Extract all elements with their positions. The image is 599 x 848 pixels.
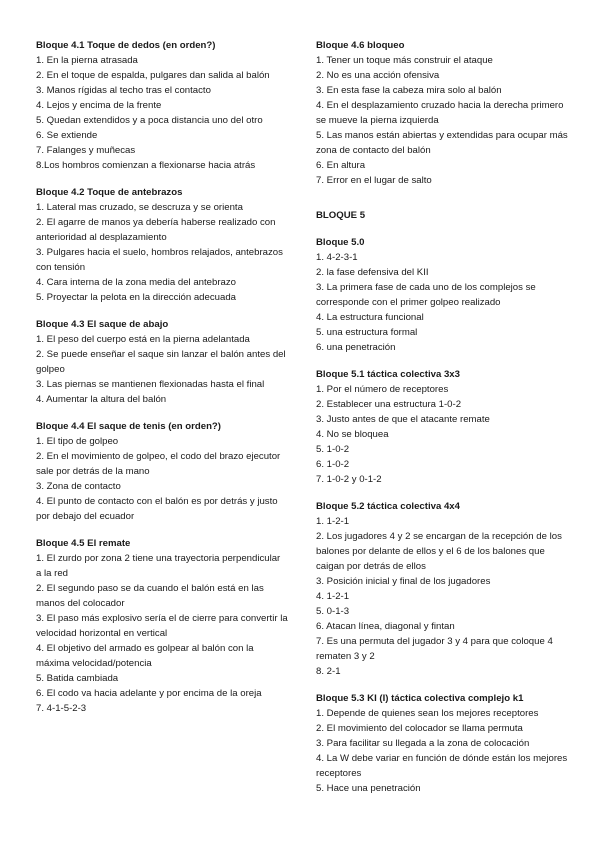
list-item: 3. El paso más explosivo sería el de cierre para convertir la velocidad horizontal en vertical <box>36 613 288 639</box>
list-item: 1. Lateral mas cruzado, se descruza y se orienta <box>36 202 243 213</box>
list-item: 7. 4-1-5-2-3 <box>36 703 87 714</box>
list-item: 6. En altura <box>316 160 366 171</box>
block-heading: Bloque 5.1 táctica colectiva 3x3 <box>316 369 460 380</box>
block-heading: Bloque 5.0 <box>316 237 365 248</box>
list-item: 2. En el movimiento de golpeo, el codo del brazo ejecutor sale por detrás de la mano <box>36 451 281 477</box>
list-item: 1. El peso del cuerpo está en la pierna adelantada <box>36 334 250 345</box>
block-4-3 <box>36 317 288 407</box>
block-heading: Bloque 4.5 El remate <box>36 538 131 549</box>
list-item: 2. Los jugadores 4 y 2 se encargan de la recepción de los balones por delante de ellos y el 6 de los balones que caigan por detrás de ellos <box>316 531 562 572</box>
list-item: 3. Justo antes de que el atacante remate <box>316 414 490 425</box>
list-item: 5. Hace una penetración <box>316 783 421 794</box>
list-item: 4. La estructura funcional <box>316 312 424 323</box>
list-item: 2. la fase defensiva del KII <box>316 267 429 278</box>
block-5-1 <box>316 367 568 487</box>
list-item: 3. Manos rígidas al techo tras el contacto <box>36 85 211 96</box>
list-item: 2. Se puede enseñar el saque sin lanzar el balón antes del golpeo <box>36 349 286 375</box>
list-item: 1. 1-2-1 <box>316 516 350 527</box>
list-item: 4. No se bloquea <box>316 429 389 440</box>
list-item: 3. En esta fase la cabeza mira solo al balón <box>316 85 502 96</box>
block-4-5 <box>36 536 288 716</box>
list-item: 2. No es una acción ofensiva <box>316 70 440 81</box>
right-column <box>316 38 568 808</box>
block-5-0 <box>316 235 568 355</box>
list-item: 8.Los hombros comienzan a flexionarse hacia atrás <box>36 160 256 171</box>
list-item: 4. En el desplazamiento cruzado hacia la derecha primero se mueve la pierna izquierda <box>316 100 564 126</box>
list-item: 4. Lejos y encima de la frente <box>36 100 162 111</box>
block-heading: Bloque 5.3 KI (I) táctica colectiva complejo k1 <box>316 693 524 704</box>
block-heading: Bloque 5.2 táctica colectiva 4x4 <box>316 501 460 512</box>
list-item: 6. una penetración <box>316 342 396 353</box>
block-heading: Bloque 4.6 bloqueo <box>316 40 405 51</box>
block-4-6 <box>316 38 568 188</box>
list-item: 3. La primera fase de cada uno de los complejos se corresponde con el primer golpeo realizado <box>316 282 536 308</box>
list-item: 7. Es una permuta del jugador 3 y 4 para que coloque 4 rematen 3 y 2 <box>316 636 553 662</box>
block-4-1 <box>36 38 288 173</box>
list-item: 6. El codo va hacia adelante y por encima de la oreja <box>36 688 262 699</box>
block-4-2 <box>36 185 288 305</box>
list-item: 5. Las manos están abiertas y extendidas para ocupar más zona de contacto del balón <box>316 130 568 156</box>
list-item: 3. Pulgares hacia el suelo, hombros relajados, antebrazos con tensión <box>36 247 283 273</box>
list-item: 7. Falanges y muñecas <box>36 145 136 156</box>
list-item: 2. Establecer una estructura 1-0-2 <box>316 399 462 410</box>
list-item: 5. Quedan extendidos y a poca distancia uno del otro <box>36 115 263 126</box>
list-item: 3. Posición inicial y final de los jugadores <box>316 576 491 587</box>
list-item: 6. 1-0-2 <box>316 459 350 470</box>
block-4-4 <box>36 419 288 524</box>
block-5-2 <box>316 499 568 679</box>
list-item: 1. El zurdo por zona 2 tiene una trayectoria perpendicular a la red <box>36 553 281 579</box>
list-item: 2. El agarre de manos ya debería haberse realizado con anterioridad al desplazamiento <box>36 217 276 243</box>
list-item: 4. El objetivo del armado es golpear al balón con la máxima velocidad/potencia <box>36 643 254 669</box>
block-heading: Bloque 4.2 Toque de antebrazos <box>36 187 183 198</box>
list-item: 6. Se extiende <box>36 130 98 141</box>
block-5-3 <box>316 691 568 796</box>
list-item: 7. 1-0-2 y 0-1-2 <box>316 474 382 485</box>
list-item: 1. Tener un toque más construir el ataque <box>316 55 493 66</box>
list-item: 2. El segundo paso se da cuando el balón está en las manos del colocador <box>36 583 264 609</box>
list-item: 1. En la pierna atrasada <box>36 55 138 66</box>
list-item: 4. Cara interna de la zona media del antebrazo <box>36 277 236 288</box>
list-item: 6. Atacan línea, diagonal y fintan <box>316 621 455 632</box>
list-item: 7. Error en el lugar de salto <box>316 175 432 186</box>
list-item: 1. Depende de quienes sean los mejores receptores <box>316 708 539 719</box>
left-column <box>36 38 288 728</box>
list-item: 5. 1-0-2 <box>316 444 350 455</box>
list-item: 2. En el toque de espalda, pulgares dan salida al balón <box>36 70 270 81</box>
list-item: 5. una estructura formal <box>316 327 418 338</box>
list-item: 4. Aumentar la altura del balón <box>36 394 167 405</box>
list-item: 3. Para facilitar su llegada a la zona de colocación <box>316 738 530 749</box>
list-item: 1. Por el número de receptores <box>316 384 449 395</box>
section-title: BLOQUE 5 <box>316 210 366 221</box>
block-heading: Bloque 4.4 El saque de tenis (en orden?) <box>36 421 221 432</box>
list-item: 3. Zona de contacto <box>36 481 121 492</box>
list-item: 5. Batida cambiada <box>36 673 119 684</box>
list-item: 8. 2-1 <box>316 666 341 677</box>
list-item: 2. El movimiento del colocador se llama permuta <box>316 723 523 734</box>
list-item: 4. El punto de contacto con el balón es por detrás y justo por debajo del ecuador <box>36 496 278 522</box>
list-item: 1. 4-2-3-1 <box>316 252 358 263</box>
list-item: 4. 1-2-1 <box>316 591 350 602</box>
list-item: 5. Proyectar la pelota en la dirección adecuada <box>36 292 236 303</box>
list-item: 3. Las piernas se mantienen flexionadas hasta el final <box>36 379 265 390</box>
list-item: 4. La W debe variar en función de dónde están los mejores receptores <box>316 753 568 779</box>
list-item: 5. 0-1-3 <box>316 606 350 617</box>
block-heading: Bloque 4.1 Toque de dedos (en orden?) <box>36 40 216 51</box>
block-heading: Bloque 4.3 El saque de abajo <box>36 319 169 330</box>
list-item: 1. El tipo de golpeo <box>36 436 119 447</box>
